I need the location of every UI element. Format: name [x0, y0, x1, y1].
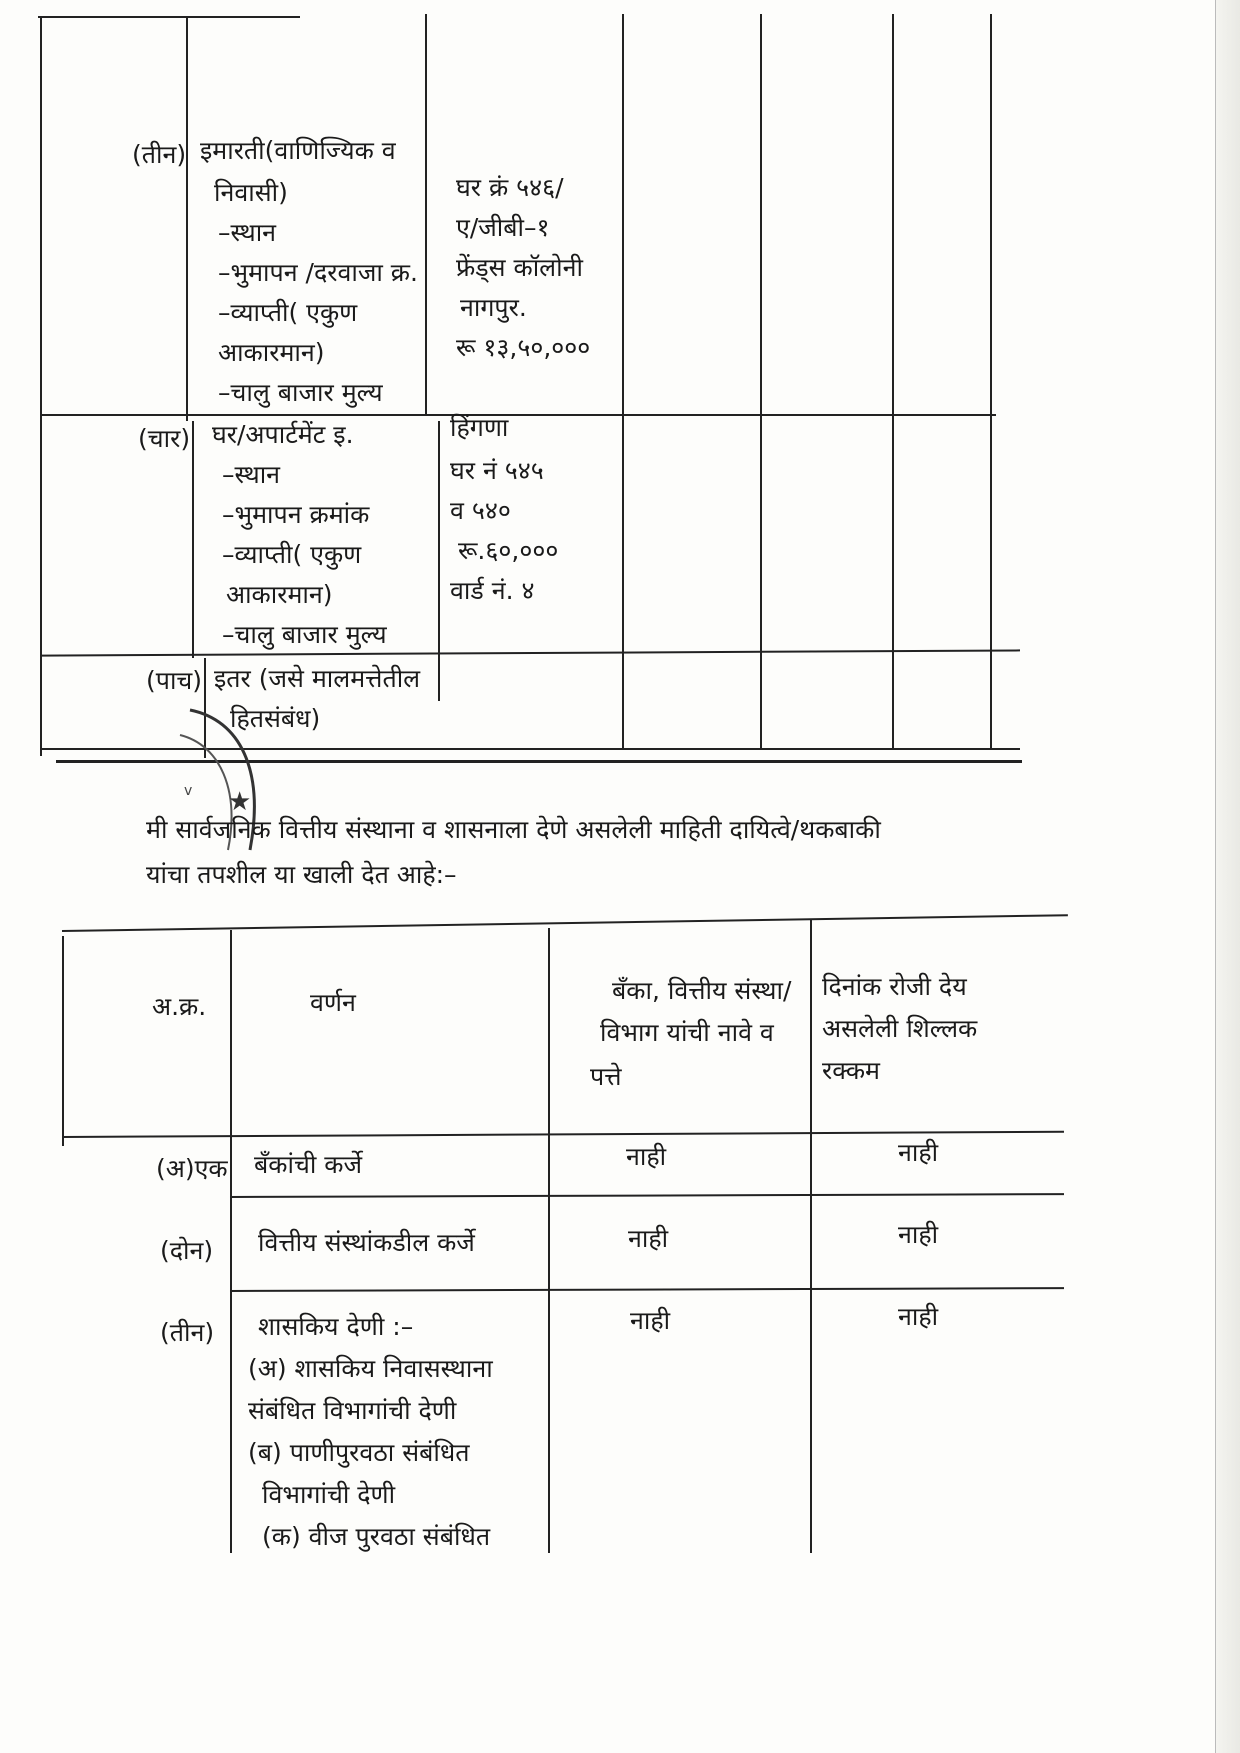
- col-border: [62, 936, 64, 1146]
- col-border: [622, 14, 624, 748]
- row-border: [230, 1193, 1064, 1198]
- row-border: [40, 414, 996, 416]
- row-amount: नाही: [898, 1220, 939, 1249]
- col-border: [192, 421, 194, 658]
- header-bottom-border: [62, 1131, 1064, 1138]
- row-bank: नाही: [626, 1142, 667, 1171]
- row-number: (तीन): [132, 140, 187, 169]
- row-bank: नाही: [628, 1224, 669, 1253]
- col-border: [810, 920, 812, 1553]
- svg-text:★: ★: [228, 787, 252, 817]
- row-border: [230, 1287, 1064, 1292]
- row-amount: नाही: [898, 1302, 939, 1331]
- col-border: [760, 14, 762, 748]
- col-border: [990, 14, 992, 748]
- header-description: वर्णन: [310, 988, 356, 1017]
- table-top-border: [62, 914, 1068, 932]
- row-description: बॅंकांची कर्जे: [254, 1150, 362, 1179]
- col-border: [230, 930, 232, 1553]
- svg-text:v: v: [184, 783, 193, 799]
- table-top-border: [38, 16, 300, 18]
- row-number: (अ)एक: [156, 1154, 228, 1183]
- row-bank: नाही: [630, 1306, 671, 1335]
- scan-edge: [1215, 0, 1240, 1753]
- row-description: वित्तीय संस्थांकडील कर्जे: [258, 1228, 475, 1257]
- row-number: (तीन): [160, 1318, 215, 1347]
- col-border: [892, 14, 894, 748]
- col-border: [186, 18, 188, 421]
- col-border: [425, 14, 427, 414]
- col-border: [40, 16, 42, 756]
- row-border: [40, 649, 1020, 656]
- row-amount: नाही: [898, 1138, 939, 1167]
- col-border: [438, 421, 440, 701]
- header-serial: अ.क्र.: [152, 992, 207, 1021]
- row-number: (दोन): [160, 1236, 214, 1265]
- row-number: (पाच): [146, 666, 203, 695]
- row-number: (चार): [138, 424, 191, 453]
- col-border: [548, 928, 550, 1553]
